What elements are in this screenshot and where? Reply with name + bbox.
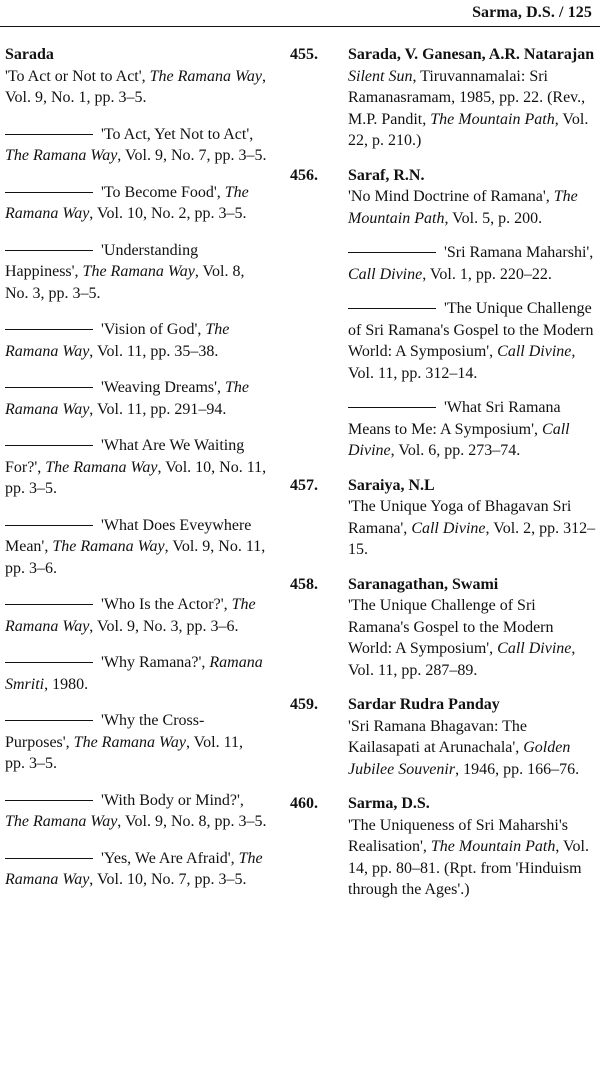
italic-title: The Ramana Way xyxy=(5,147,118,164)
bibliography-entry xyxy=(5,594,267,637)
entry-text xyxy=(5,790,267,833)
repeat-author-dash xyxy=(5,134,93,135)
repeat-author-dash xyxy=(5,445,93,446)
left-column xyxy=(5,44,267,906)
italic-title: The Ramana Way xyxy=(82,263,195,280)
italic-title: Ramana Smriti xyxy=(5,654,263,693)
author-heading: Sardar Rudra Panday xyxy=(348,696,500,713)
entry-text xyxy=(5,515,267,580)
entry-text xyxy=(348,815,596,901)
citation-text: , 1946, pp. 166–76. xyxy=(455,760,580,778)
citation-text: , Vol. 2, pp. 312–15. xyxy=(348,519,596,558)
italic-title: The Mountain Path xyxy=(430,110,555,128)
entry-text xyxy=(348,496,596,561)
repeat-author-dash xyxy=(5,720,93,721)
bibliography-entry xyxy=(5,240,267,305)
citation-text: 'Sri Ramana Maharshi', xyxy=(444,244,594,261)
repeat-author-dash xyxy=(5,525,93,526)
italic-title: The Ramana Way xyxy=(149,67,262,85)
bibliography-entry xyxy=(290,397,596,462)
repeat-author-dash xyxy=(5,329,93,330)
citation-text: , Vol. 8, No. 3, pp. 3–5. xyxy=(5,263,245,302)
citation-text: 'What Sri Ramana Means to Me: A Symposium', xyxy=(348,399,561,438)
bibliography-entry xyxy=(5,515,267,580)
repeat-author-dash xyxy=(348,308,436,309)
bibliography-entry xyxy=(290,298,596,384)
citation-text: , Vol. 10, No. 11, pp. 3–5. xyxy=(5,458,267,497)
italic-title: The Ramana Way xyxy=(5,813,118,830)
bibliography-entry xyxy=(5,848,267,891)
entry-text xyxy=(348,397,596,462)
running-head: Sarma, D.S. / 125 xyxy=(472,4,592,21)
numbered-entry xyxy=(290,165,596,230)
italic-title: The Ramana Way xyxy=(5,379,249,418)
entry-text xyxy=(5,710,267,775)
author-heading: Saranagathan, Swami xyxy=(348,575,499,593)
citation-text: , Vol. 9, No. 1, pp. 3–5. xyxy=(5,67,266,106)
citation-text: , Vol. 9, No. 8, pp. 3–5. xyxy=(117,813,267,830)
entry-text xyxy=(5,848,267,891)
italic-title: The Ramana Way xyxy=(5,321,230,360)
citation-text: , Vol. 11, pp. 35–38. xyxy=(89,342,219,360)
citation-text: 'The Unique Challenge of Sri Ramana's Gospel to the Modern World: A Symposium', xyxy=(348,597,554,657)
repeat-author-dash xyxy=(5,192,93,193)
bibliography-entry xyxy=(5,710,267,775)
citation-text: 'Understanding Happiness', xyxy=(5,241,199,280)
citation-text: 'To Act or Not to Act', xyxy=(5,67,150,85)
citation-text: 'The Unique Challenge of Sri Ramana's Gospel to the Modern World: A Symposium', xyxy=(348,300,594,360)
citation-text: 'The Uniqueness of Sri Maharshi's Realisation', xyxy=(348,816,568,855)
citation-text: Vol. 11, pp. 312–14. xyxy=(348,364,478,382)
entry-text xyxy=(5,240,267,305)
bibliography-entry xyxy=(5,377,267,420)
citation-text: , Vol. 10, No. 2, pp. 3–5. xyxy=(89,205,247,222)
entry-text xyxy=(348,66,596,152)
citation-text: , Vol. 11, pp. 287–89. xyxy=(348,640,576,679)
citation-text: , Tiruvannamalai: Sri Ramanasramam, 1985, pp. 22. (Rev., M.P. Pandit, xyxy=(348,67,586,128)
citation-text: , Vol. 9, No. 11, pp. 3–6. xyxy=(5,538,266,577)
italic-title: Silent Sun xyxy=(348,67,413,85)
citation-text: 'To Become Food', xyxy=(101,183,225,201)
numbered-entry xyxy=(290,475,596,561)
repeat-author-dash xyxy=(5,250,93,251)
bibliography-entry xyxy=(5,66,267,109)
repeat-author-dash xyxy=(5,387,93,388)
entry-text xyxy=(348,716,596,781)
header-rule xyxy=(0,26,600,27)
citation-text: , Vol. 22, p. 210.) xyxy=(348,110,589,149)
citation-text: 'With Body or Mind?', xyxy=(101,791,244,809)
bibliography-entry xyxy=(5,435,267,500)
bibliography-entry xyxy=(5,319,267,362)
repeat-author-dash xyxy=(348,407,436,408)
italic-title: The Ramana Way xyxy=(5,183,249,222)
citation-text: 'Sri Ramana Bhagavan: The Kailasapati at Arunachala', xyxy=(348,717,527,756)
repeat-author-dash xyxy=(348,252,436,253)
numbered-entry xyxy=(290,694,596,780)
left-entries xyxy=(5,66,267,891)
numbered-entry xyxy=(290,44,596,152)
entry-text xyxy=(348,595,596,681)
numbered-entry xyxy=(290,574,596,682)
entry-text xyxy=(5,377,267,420)
repeat-author-dash xyxy=(5,800,93,801)
citation-text: , Vol. 9, No. 3, pp. 3–6. xyxy=(89,617,239,635)
citation-text: 'What Are We Waiting For?', xyxy=(5,437,245,476)
citation-text: 'Why Ramana?', xyxy=(101,654,210,671)
citation-text: 'Who Is the Actor?', xyxy=(101,596,232,613)
entry-number: 457. xyxy=(290,476,318,494)
author-heading: Sarada xyxy=(5,46,54,63)
citation-text: 'Weaving Dreams', xyxy=(101,379,225,396)
citation-text: , 1980. xyxy=(44,675,89,693)
italic-title: The Ramana Way xyxy=(5,849,263,888)
numbered-entry xyxy=(290,793,596,901)
entry-text xyxy=(5,652,267,695)
entry-text xyxy=(5,124,267,167)
italic-title: Call Divine xyxy=(348,265,423,283)
entry-text xyxy=(348,186,596,229)
citation-text: , Vol. 14, pp. 80–81. (Rpt. from 'Hinduism through the Ages'.) xyxy=(348,838,589,898)
entry-text xyxy=(5,594,267,637)
entry-number: 459. xyxy=(290,696,318,713)
entry-number: 455. xyxy=(290,46,318,63)
italic-title: Call Divine, xyxy=(497,343,576,360)
citation-text: 'What Does Eveywhere Mean', xyxy=(5,516,252,555)
citation-text: , Vol. 9, No. 7, pp. 3–5. xyxy=(117,147,267,164)
citation-text: 'No Mind Doctrine of Ramana', xyxy=(348,188,554,205)
italic-title: The Ramana Way xyxy=(73,733,186,751)
citation-text: 'Yes, We Are Afraid', xyxy=(101,849,239,867)
citation-text: 'To Act, Yet Not to Act', xyxy=(101,125,254,143)
italic-title: The Ramana Way xyxy=(45,458,158,476)
italic-title: Golden Jubilee Souvenir xyxy=(348,739,571,778)
italic-title: Call Divine xyxy=(497,640,572,657)
entry-text xyxy=(348,242,596,285)
repeat-author-dash xyxy=(5,858,93,859)
italic-title: The Ramana Way xyxy=(5,596,256,635)
citation-text: , Vol. 6, pp. 273–74. xyxy=(390,442,521,459)
citation-text: , Vol. 11, pp. 291–94. xyxy=(89,400,227,418)
italic-title: Call Divine xyxy=(348,420,570,459)
italic-title: The Mountain Path xyxy=(348,188,578,227)
italic-title: Call Divine xyxy=(411,519,486,537)
citation-text: , Vol. 5, p. 200. xyxy=(444,209,543,227)
citation-text: 'Why the Cross-Purposes', xyxy=(5,712,205,751)
entry-number: 456. xyxy=(290,166,318,184)
entry-text xyxy=(5,319,267,362)
bibliography-entry xyxy=(290,242,596,285)
citation-text: , Vol. 11, pp. 3–5. xyxy=(5,733,244,772)
citation-text: , Vol. 1, pp. 220–22. xyxy=(422,265,552,283)
right-column xyxy=(290,44,596,914)
citation-text: , Vol. 10, No. 7, pp. 3–5. xyxy=(89,871,247,888)
italic-title: The Ramana Way xyxy=(52,538,165,555)
entry-text xyxy=(5,182,267,225)
entry-text xyxy=(348,298,596,384)
entry-number: 460. xyxy=(290,795,318,812)
bibliography-entry xyxy=(5,182,267,225)
repeat-author-dash xyxy=(5,662,93,663)
author-heading: Saraiya, N.L xyxy=(348,476,435,494)
author-heading: Saraf, R.N. xyxy=(348,166,425,184)
author-heading: Sarma, D.S. xyxy=(348,795,430,812)
entry-text xyxy=(5,435,267,500)
bibliography-entry xyxy=(5,652,267,695)
entry-text xyxy=(5,66,267,109)
repeat-author-dash xyxy=(5,604,93,605)
bibliography-entry xyxy=(5,790,267,833)
citation-text: 'Vision of God', xyxy=(101,321,206,338)
right-entries xyxy=(290,44,596,901)
citation-text: 'The Unique Yoga of Bhagavan Sri Ramana', xyxy=(348,498,572,537)
italic-title: The Mountain Path xyxy=(430,838,556,855)
entry-number: 458. xyxy=(290,575,318,593)
author-heading: Sarada, V. Ganesan, A.R. Natarajan xyxy=(348,46,595,63)
bibliography-entry xyxy=(5,124,267,167)
